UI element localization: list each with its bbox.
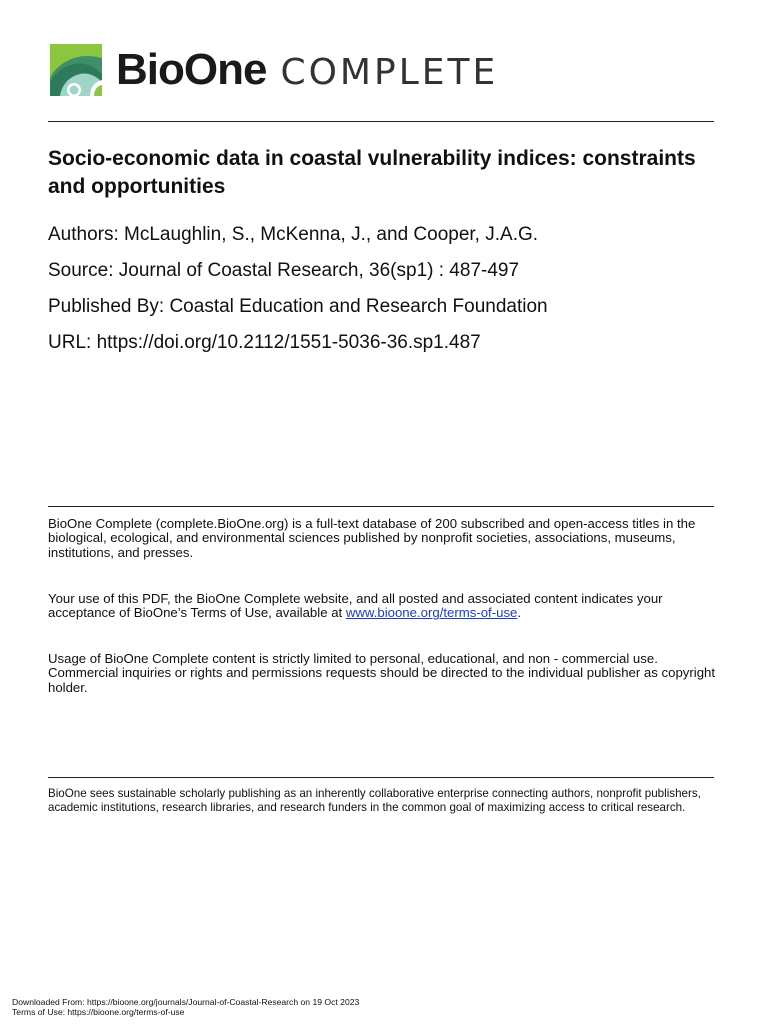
article-url: URL: https://doi.org/10.2112/1551-5036-36.sp1.487 [48,332,481,353]
terms-notice-suffix: . [517,605,522,621]
terms-notice [48,592,720,621]
article-title: Socio-economic data in coastal vulnerability indices: constraints and opportunities [48,147,696,198]
footer-terms: Terms of Use: https://bioone.org/terms-of-use [12,1007,185,1017]
logo-wordmark [116,45,499,94]
downloaded-from: Downloaded From: https://bioone.org/journals/Journal-of-Coastal-Research on 19 Oct 2023 [12,997,360,1007]
article-source: Source: Journal of Coastal Research, 36(sp1) : 487-497 [48,260,520,281]
article-publisher: Published By: Coastal Education and Research Foundation [48,296,548,317]
bioone-logo-icon [50,44,102,96]
database-notice: BioOne Complete (complete.BioOne.org) is a full-text database of 200 subscribed and open-access titles in the biological, ecological, and environmental sciences published by nonprofit societies, associations, museums, institutions, and presses. [48,516,696,560]
notice-divider-bottom [48,777,714,778]
bioone-logo [50,44,498,96]
usage-notice: Usage of BioOne Complete content is strictly limited to personal, educational, and non - commercial use. Commercial inquiries or rights and permissions requests should be directed to the individual publisher as copyright holder. [48,651,716,695]
mission-statement: BioOne sees sustainable scholarly publishing as an inherently collaborative enterprise connecting authors, nonprofit publishers, academic institutions, research libraries, and research funders in the common goal of maximizing access to critical research. [48,787,701,814]
download-footer [12,997,359,1017]
header-divider [48,121,714,122]
terms-notice-prefix: Your use of this PDF, the BioOne Complete website, and all posted and associated content indicates your acceptance of BioOne’s Terms of Use, available at [48,591,663,621]
logo-brand: BioOne [116,45,267,94]
notice-divider-top [48,506,714,507]
logo-product: COMPLETE [280,52,499,93]
terms-of-use-link[interactable]: www.bioone.org/terms-of-use [345,605,518,621]
article-authors: Authors: McLaughlin, S., McKenna, J., and Cooper, J.A.G. [48,224,539,245]
